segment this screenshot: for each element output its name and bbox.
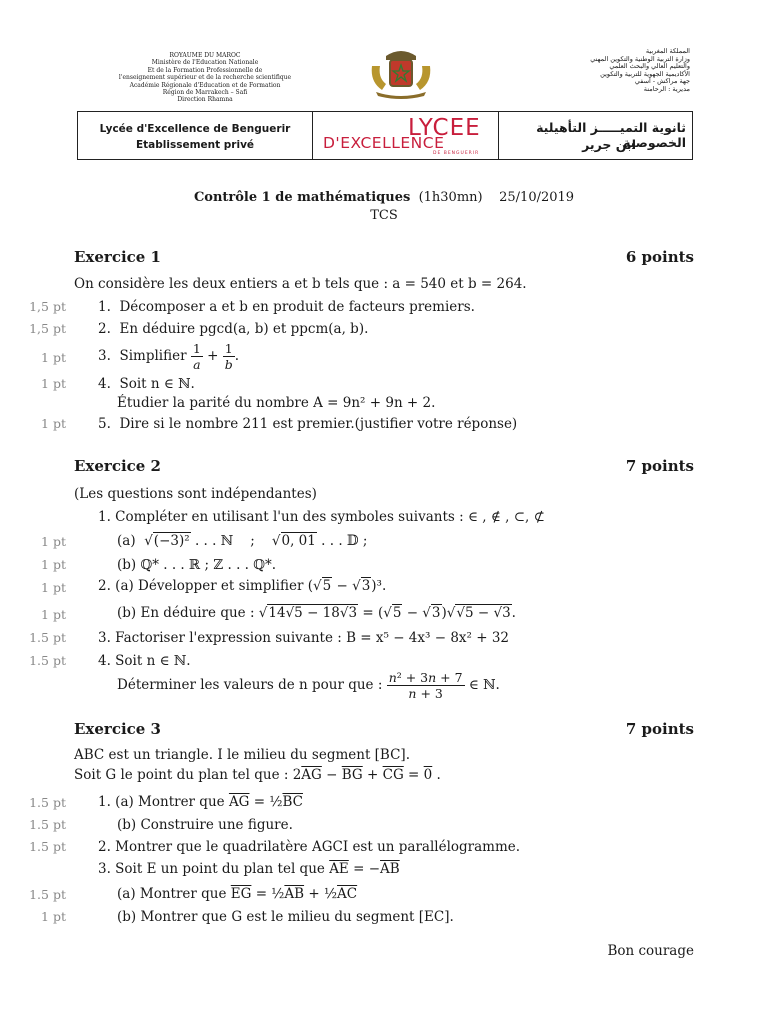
ex1-q4 xyxy=(98,376,195,392)
header-fr-line: l'enseignement supérieur et de la recherche scientifique xyxy=(118,74,292,82)
header-ar-line: الأكاديمية الجهوية للتربية والتكوين xyxy=(600,69,690,78)
ex3-q3b: (b) Montrer que G est le milieu du segment [EC]. xyxy=(117,909,454,925)
math-expression: $2\overline{AG} - \overline{BG} + \overline{CG} = 0$ . xyxy=(292,767,441,783)
ex3-q3 xyxy=(98,861,400,877)
math-expression: $\overline{AG}$ = $\frac{1}{2}\overline{BC}$ xyxy=(228,794,303,810)
exercise-3-intro2 xyxy=(74,767,441,783)
exam-title-main: Contrôle 1 de mathématiques xyxy=(193,190,411,205)
question-number: 5. xyxy=(98,416,111,432)
question-number: 4. xyxy=(98,376,111,392)
ex3-q2: 2. Montrer que le quadrilatère AGCI est un parallélogramme. xyxy=(98,839,521,855)
question-number: 3. xyxy=(98,348,111,364)
question-points: 1 pt xyxy=(41,557,66,572)
question-points: 1 pt xyxy=(41,350,66,365)
header-ar-line: وزارة التربية الوطنية والتكوين المهني xyxy=(590,54,690,63)
ex3-q3a xyxy=(117,886,357,902)
question-text: Déterminer les valeurs de n pour que : xyxy=(117,677,383,693)
exercise-3-intro: ABC est un triangle. I le milieu du segment [BC]. xyxy=(74,747,410,763)
question-text: 3. Soit E un point du plan tel que xyxy=(98,861,325,877)
question-points: 1,5 pt xyxy=(29,321,66,336)
logo-text-excellence: D'EXCELLENCE xyxy=(323,134,445,152)
ex2-q4: 4. Soit n ∈ ℕ. xyxy=(98,653,191,669)
school-logo xyxy=(313,112,499,159)
ex1-q2 xyxy=(98,321,368,337)
exam-duration: (1h30mn) xyxy=(418,190,483,205)
ex1-q4-line2: Étudier la parité du nombre A = 9n² + 9n + 2. xyxy=(117,395,436,411)
question-points: 1 pt xyxy=(41,416,66,431)
exercise-2-intro: (Les questions sont indépendantes) xyxy=(74,486,317,502)
question-number: 1. xyxy=(98,299,111,315)
question-text: Décomposer a et b en produit de facteurs premiers. xyxy=(119,299,475,315)
school-name-cell xyxy=(78,112,313,159)
question-points: 1 pt xyxy=(41,580,66,595)
question-number: 2. xyxy=(98,321,111,337)
header-ar-line: جهة مراكش - آسفي xyxy=(634,77,690,86)
ex1-q5 xyxy=(98,416,517,432)
header-fr-line: Région de Marrakech – Safi xyxy=(162,89,248,97)
ex1-q3: 3. Simplifier $\frac{1}{a}$ + $\frac{1}{b}$ . xyxy=(98,341,240,372)
school-type: Etablissement privé xyxy=(135,139,255,151)
exercise-3-title: Exercice 3 xyxy=(74,720,161,738)
ex2-q2b xyxy=(117,605,516,621)
ex2-q1: 1. Compléter en utilisant l'un des symboles suivants : ∈ , ∉ , ⊂, ⊄ xyxy=(98,509,545,525)
ex2-q2a xyxy=(98,578,386,594)
logo-text-lycee: LYCEE xyxy=(408,115,481,141)
math-expression: $\overline{AE} = -\overline{AB}$ xyxy=(329,861,400,877)
exam-title xyxy=(0,190,768,205)
math-expression: √14√5 − 18√3 = (√5 − √3)√√5 − √3. xyxy=(258,605,516,621)
fraction-1-over-a: $\frac{1}{a}$ xyxy=(192,341,201,372)
ministry-header-ar xyxy=(540,48,690,94)
math-expression: (√5 − √3)³. xyxy=(307,578,387,594)
question-text: Simplifier xyxy=(119,348,187,364)
exam-class: TCS xyxy=(370,208,398,223)
exercise-1-points: 6 points xyxy=(625,248,694,266)
question-text: (a) Montrer que xyxy=(117,886,227,902)
exercise-1-title: Exercice 1 xyxy=(74,248,161,266)
ex2-q1b: (b) ℚ* . . . ℝ ; ℤ . . . ℚ*. xyxy=(117,557,277,573)
coat-of-arms-icon xyxy=(366,48,436,100)
ex1-q1 xyxy=(98,299,475,315)
question-text: 2. (a) Développer et simplifier xyxy=(98,578,304,594)
question-points: 1 pt xyxy=(41,376,66,391)
question-points: 1.5 pt xyxy=(29,817,66,832)
exercise-3-points: 7 points xyxy=(625,720,694,738)
ex2-q3: 3. Factoriser l'expression suivante : B = x⁵ − 4x³ − 8x² + 32 xyxy=(98,630,510,646)
question-points: 1 pt xyxy=(41,909,66,924)
header-fr-line: Direction Rhamna xyxy=(177,96,233,104)
math-expression: $\overline{EG}$ = $\frac{1}{2}\overline{AB}$ + $\frac{1}{2}\overline{AC}$ xyxy=(230,886,358,902)
closing-text: Bon courage xyxy=(607,943,694,959)
ex3-q1a xyxy=(98,794,303,810)
question-points: 1.5 pt xyxy=(29,795,66,810)
math-expression: √(−3)² . . . ℕ ; √0, 01 . . . 𝔻 ; xyxy=(144,533,368,549)
question-points: 1.5 pt xyxy=(29,887,66,902)
fraction-1-over-b: $\frac{1}{b}$ xyxy=(224,341,233,372)
question-text: Soit G le point du plan tel que : xyxy=(74,767,289,783)
school-name: Lycée d'Excellence de Benguerir xyxy=(99,123,291,135)
question-points: 1,5 pt xyxy=(29,299,66,314)
question-text: Soit n ∈ ℕ. xyxy=(119,376,195,392)
ex3-q1b: (b) Construire une figure. xyxy=(117,817,293,833)
exam-date: 25/10/2019 xyxy=(499,190,575,205)
header-fr-line: Académie Régionale d'Education et de Formation xyxy=(129,81,281,89)
question-text: (a) xyxy=(117,533,136,549)
school-name-ar-cell xyxy=(499,112,692,159)
exercise-2-points: 7 points xyxy=(625,457,694,475)
question-points: 1.5 pt xyxy=(29,839,66,854)
exercise-2-title: Exercice 2 xyxy=(74,457,161,475)
question-text: En déduire pgcd(a, b) et ppcm(a, b). xyxy=(119,321,369,337)
ministry-header-fr xyxy=(110,52,300,104)
school-banner xyxy=(77,111,693,160)
question-text: 1. (a) Montrer que xyxy=(98,794,225,810)
question-text: Dire si le nombre 211 est premier.(justifier votre réponse) xyxy=(119,416,518,432)
question-text: (b) En déduire que : xyxy=(117,605,255,621)
question-points: 1 pt xyxy=(41,607,66,622)
question-points: 1.5 pt xyxy=(29,630,66,645)
ex2-q4-line2: Déterminer les valeurs de n pour que : $\frac{\text{n² + 3n + 7}}{n + 3}$ ∈ ℕ. xyxy=(117,670,500,701)
fraction-expression: $\frac{\text{n² + 3n + 7}}{n + 3}$ xyxy=(388,670,463,701)
question-points: 1 pt xyxy=(41,534,66,549)
ex2-q1a xyxy=(117,533,367,549)
header-fr-line: Ministère de l'Education Nationale xyxy=(151,59,259,67)
logo-text-benguerir: DE BENGUERIR xyxy=(433,151,480,156)
header-fr-line: Et de la Formation Professionnelle de xyxy=(147,66,263,74)
exercise-1-intro: On considère les deux entiers a et b tels que : a = 540 et b = 264. xyxy=(74,276,527,292)
school-name-ar: ثانوية التميـــــز التأهيلية الخصوصية xyxy=(536,120,686,150)
header-fr-line: ROYAUME DU MAROC xyxy=(169,52,241,59)
school-city-ar: ابن جرير xyxy=(582,137,636,152)
header-ar-line: مديرية : الرحامنة xyxy=(643,84,690,93)
header-ar-line: المملكة المغربية xyxy=(645,47,690,55)
question-points: 1.5 pt xyxy=(29,653,66,668)
header-ar-line: والتعليم العالي والبحث العلمي xyxy=(609,62,690,71)
